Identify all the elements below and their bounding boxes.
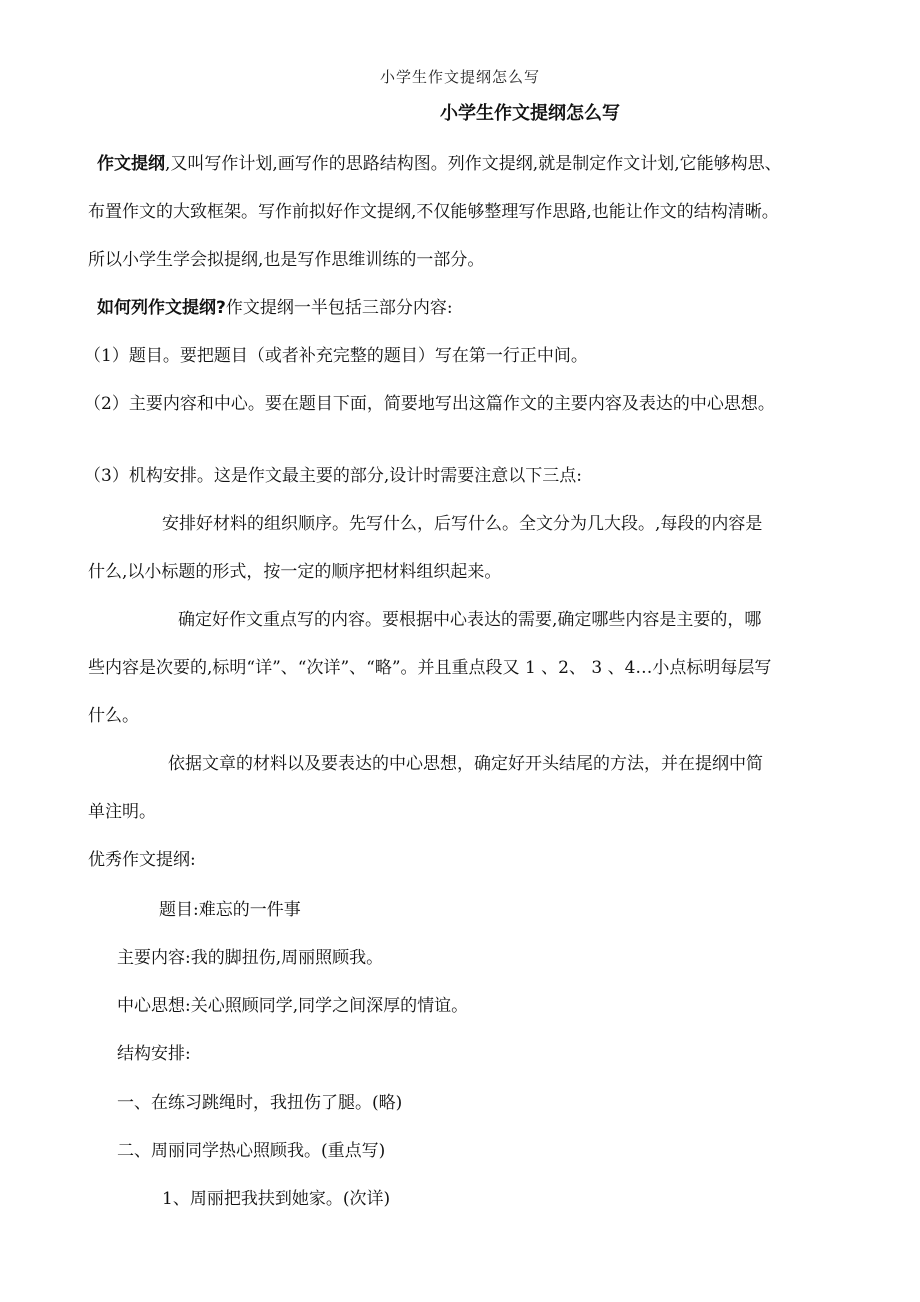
howto-rest: 作文提纲一半包括三部分内容: xyxy=(225,298,453,318)
intro-term: 作文提纲 xyxy=(97,154,165,174)
example-heading: 优秀作文提纲: xyxy=(88,850,196,870)
point-3-line-2: 单注明。 xyxy=(88,802,156,822)
intro-line-3: 所以小学生学会拟提纲,也是写作思维训练的一部分。 xyxy=(88,250,485,270)
howto-question: 如何列作文提纲? xyxy=(97,298,226,318)
page-header: 小学生作文提纲怎么写 xyxy=(379,68,540,86)
example-main-content: 主要内容:我的脚扭伤,周丽照顾我。 xyxy=(117,948,384,968)
howto-line xyxy=(97,297,453,319)
intro-line-1 xyxy=(97,153,782,175)
example-structure-label: 结构安排: xyxy=(117,1044,191,1064)
example-section-2: 二、周丽同学热心照顾我。(重点写) xyxy=(117,1141,386,1161)
part-1: （1）题目。要把题目（或者补充完整的题目）写在第一行正中间。 xyxy=(84,346,588,366)
point-3-line-1: 依据文章的材料以及要表达的中心思想，确定好开头结尾的方法，并在提纲中简 xyxy=(168,754,763,774)
point-2-line-1: 确定好作文重点写的内容。要根据中心表达的需要,确定哪些内容是主要的，哪 xyxy=(178,610,762,630)
part-2: （2）主要内容和中心。要在题目下面，简要地写出这篇作文的主要内容及表达的中心思想。 xyxy=(84,394,775,414)
point-2-line-2: 些内容是次要的,标明“详”、“次详”、“略”。并且重点段又 1 、2、 3 、4…小点标明每层写 xyxy=(88,658,772,678)
intro-line-2: 布置作文的大致框架。写作前拟好作文提纲,不仅能够整理写作思路,也能让作文的结构清晰。 xyxy=(88,202,779,222)
example-section-1: 一、在练习跳绳时，我扭伤了腿。(略) xyxy=(117,1093,403,1113)
example-topic: 题目:难忘的一件事 xyxy=(159,900,301,920)
point-1-line-1: 安排好材料的组织顺序。先写什么，后写什么。全文分为几大段。,每段的内容是 xyxy=(162,514,763,534)
intro-line-1-rest: ,又叫写作计划,画写作的思路结构图。列作文提纲,就是制定作文计划,它能够构思、 xyxy=(165,154,782,174)
point-1-line-2: 什么,以小标题的形式，按一定的顺序把材料组织起来。 xyxy=(88,562,502,582)
example-subsection-1: 1、周丽把我扶到她家。(次详) xyxy=(162,1189,391,1209)
document-title: 小学生作文提纲怎么写 xyxy=(440,103,620,124)
example-central-idea: 中心思想:关心照顾同学,同学之间深厚的情谊。 xyxy=(117,996,469,1016)
part-3: （3）机构安排。这是作文最主要的部分,设计时需要注意以下三点: xyxy=(84,466,582,486)
point-2-line-3: 什么。 xyxy=(88,706,139,726)
